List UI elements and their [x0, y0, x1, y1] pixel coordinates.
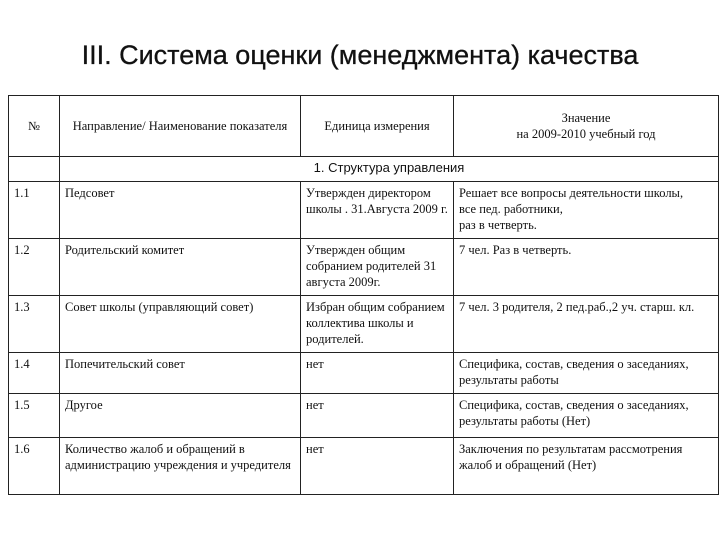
row-num: 1.3 — [9, 296, 60, 353]
table-row — [9, 239, 719, 296]
row-value: 7 чел. 3 родителя, 2 пед.раб.,2 уч. старш. кл. — [454, 296, 719, 353]
row-num: 1.1 — [9, 182, 60, 239]
row-value: Заключения по результатам рассмотрения жалоб и обращений (Нет) — [454, 438, 719, 495]
row-unit: нет — [301, 394, 454, 438]
row-num: 1.5 — [9, 394, 60, 438]
header-unit: Единица измерения — [301, 96, 454, 157]
row-value: Решает все вопросы деятельности школы, все пед. работники, раз в четверть. — [454, 182, 719, 239]
row-value: Специфика, состав, сведения о заседаниях, результаты работы (Нет) — [454, 394, 719, 438]
row-name: Количество жалоб и обращений в администрацию учреждения и учредителя — [60, 438, 301, 495]
row-unit: нет — [301, 353, 454, 394]
row-name: Попечительский совет — [60, 353, 301, 394]
row-num: 1.4 — [9, 353, 60, 394]
table-row — [9, 296, 719, 353]
table-row — [9, 353, 719, 394]
row-num: 1.2 — [9, 239, 60, 296]
page-title: III. Система оценки (менеджмента) качества — [81, 40, 639, 70]
header-value: Значение на 2009-2010 учебный год — [454, 96, 719, 157]
row-value: Специфика, состав, сведения о заседаниях, результаты работы — [454, 353, 719, 394]
table-row — [9, 438, 719, 495]
table-row — [9, 394, 719, 438]
header-name: Направление/ Наименование показателя — [60, 96, 301, 157]
row-unit: нет — [301, 438, 454, 495]
row-name: Совет школы (управляющий совет) — [60, 296, 301, 353]
table-row — [9, 182, 719, 239]
row-unit: Избран общим собранием коллектива школы и родителей. — [301, 296, 454, 353]
row-name: Педсовет — [60, 182, 301, 239]
quality-table — [8, 95, 719, 495]
section-title: 1. Структура управления — [60, 157, 719, 182]
header-row — [9, 96, 719, 157]
row-unit: Утвержден общим собранием родителей 31 августа 2009г. — [301, 239, 454, 296]
row-name: Родительский комитет — [60, 239, 301, 296]
row-name: Другое — [60, 394, 301, 438]
row-unit: Утвержден директором школы . 31.Августа 2009 г. — [301, 182, 454, 239]
header-num: № — [9, 96, 60, 157]
row-value: 7 чел. Раз в четверть. — [454, 239, 719, 296]
section-row — [9, 157, 719, 182]
row-num: 1.6 — [9, 438, 60, 495]
